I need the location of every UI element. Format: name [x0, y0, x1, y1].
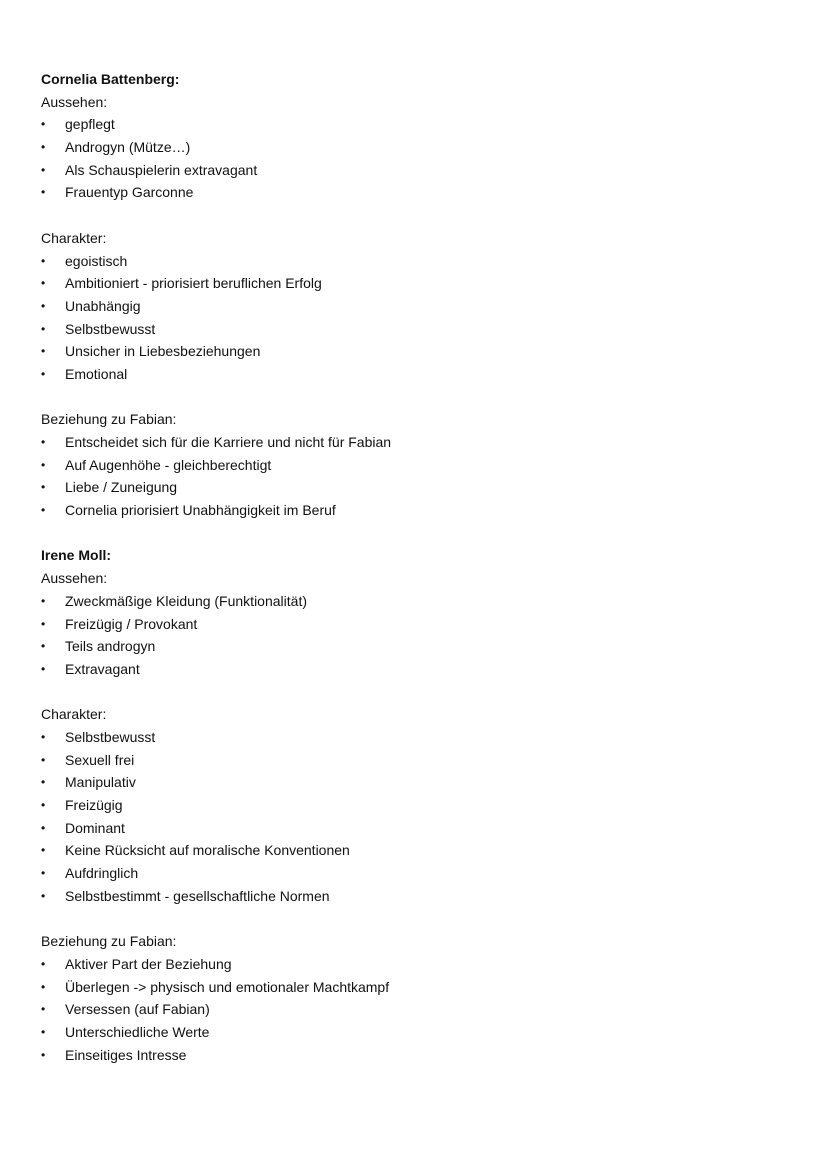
bullet-icon: • — [41, 321, 46, 336]
bullet-icon: • — [41, 435, 46, 449]
bullet-icon: • — [41, 639, 46, 654]
bullet-icon: • — [41, 843, 46, 858]
label-cornelia-aussehen: Aussehen: — [41, 93, 108, 110]
list-item: • Aufdringlich — [41, 862, 801, 885]
list-item: • Sexuell frei — [41, 749, 801, 772]
section-title-cornelia: Cornelia Battenberg: — [41, 71, 180, 87]
label-cornelia-charakter: Charakter: — [41, 229, 107, 246]
bullet-icon: • — [41, 593, 46, 608]
list-item: • Extravagant — [41, 658, 801, 681]
list-item: • Unabhängig — [41, 295, 801, 318]
list-cornelia-beziehung — [41, 431, 801, 522]
list-item: • Keine Rücksicht auf moralische Konventionen — [41, 839, 801, 862]
list-item: • Androgyn (Mütze…) — [41, 136, 801, 159]
bullet-icon: • — [41, 185, 46, 200]
list-item: • Selbstbewusst — [41, 726, 801, 749]
list-item: • Manipulativ — [41, 771, 801, 794]
bullet-icon: • — [41, 798, 46, 812]
list-item: • Aktiver Part der Beziehung — [41, 953, 801, 976]
list-item: • gepflegt — [41, 113, 801, 136]
bullet-icon: • — [41, 162, 46, 177]
list-cornelia-aussehen — [41, 113, 801, 204]
list-irene-aussehen — [41, 590, 801, 681]
list-item: • egoistisch — [41, 250, 801, 273]
list-cornelia-charakter — [41, 250, 801, 386]
bullet-icon: • — [41, 480, 46, 495]
bullet-icon: • — [41, 1002, 46, 1017]
list-item: • Auf Augenhöhe - gleichberechtigt — [41, 454, 801, 477]
bullet-icon: • — [41, 366, 46, 381]
bullet-icon: • — [41, 503, 46, 518]
bullet-icon: • — [41, 253, 46, 268]
label-irene-aussehen: Aussehen: — [41, 570, 108, 587]
list-item: • Freizügig — [41, 794, 801, 817]
label-irene-charakter: Charakter: — [41, 706, 107, 723]
bullet-icon: • — [41, 457, 46, 472]
list-item: • Freizügig / Provokant — [41, 613, 801, 636]
label-cornelia-beziehung: Beziehung zu Fabian: — [41, 411, 177, 428]
bullet-icon: • — [41, 276, 46, 291]
list-item: • Cornelia priorisiert Unabhängigkeit im Beruf — [41, 499, 801, 522]
bullet-icon: • — [41, 140, 46, 155]
bullet-icon: • — [41, 298, 46, 313]
bullet-icon: • — [41, 820, 46, 835]
list-item: • Dominant — [41, 817, 801, 840]
document-page — [41, 68, 801, 1066]
label-irene-beziehung: Beziehung zu Fabian: — [41, 933, 177, 950]
section-title-irene: Irene Moll: — [41, 547, 112, 564]
list-item: • Als Schauspielerin extravagant — [41, 159, 801, 182]
list-item: • Zweckmäßige Kleidung (Funktionalität) — [41, 590, 801, 613]
bullet-icon: • — [41, 616, 46, 631]
list-irene-charakter — [41, 726, 801, 908]
bullet-icon: • — [41, 775, 46, 790]
bullet-icon: • — [41, 979, 46, 994]
list-item: • Versessen (auf Fabian) — [41, 998, 801, 1021]
list-item: • Selbstbestimmt - gesellschaftliche Normen — [41, 885, 801, 908]
list-item: • Einseitiges Intresse — [41, 1044, 801, 1067]
list-item: • Liebe / Zuneigung — [41, 476, 801, 499]
list-irene-beziehung — [41, 953, 801, 1066]
bullet-icon: • — [41, 117, 46, 132]
bullet-icon: • — [41, 661, 46, 676]
bullet-icon: • — [41, 752, 46, 767]
list-item: • Ambitioniert - priorisiert beruflichen Erfolg — [41, 272, 801, 295]
bullet-icon: • — [41, 1047, 46, 1062]
list-item: • Frauentyp Garconne — [41, 181, 801, 204]
list-item: • Teils androgyn — [41, 635, 801, 658]
list-item: • Unsicher in Liebesbeziehungen — [41, 340, 801, 363]
bullet-icon: • — [41, 1024, 46, 1039]
bullet-icon: • — [41, 888, 46, 903]
list-item: • Selbstbewusst — [41, 318, 801, 341]
list-item: • Entscheidet sich für die Karriere und nicht für Fabian — [41, 431, 801, 454]
list-item: • Emotional — [41, 363, 801, 386]
bullet-icon: • — [41, 344, 46, 359]
bullet-icon: • — [41, 956, 46, 971]
bullet-icon: • — [41, 729, 46, 744]
bullet-icon: • — [41, 866, 46, 881]
list-item: • Überlegen -> physisch und emotionaler Machtkampf — [41, 976, 801, 999]
list-item: • Unterschiedliche Werte — [41, 1021, 801, 1044]
